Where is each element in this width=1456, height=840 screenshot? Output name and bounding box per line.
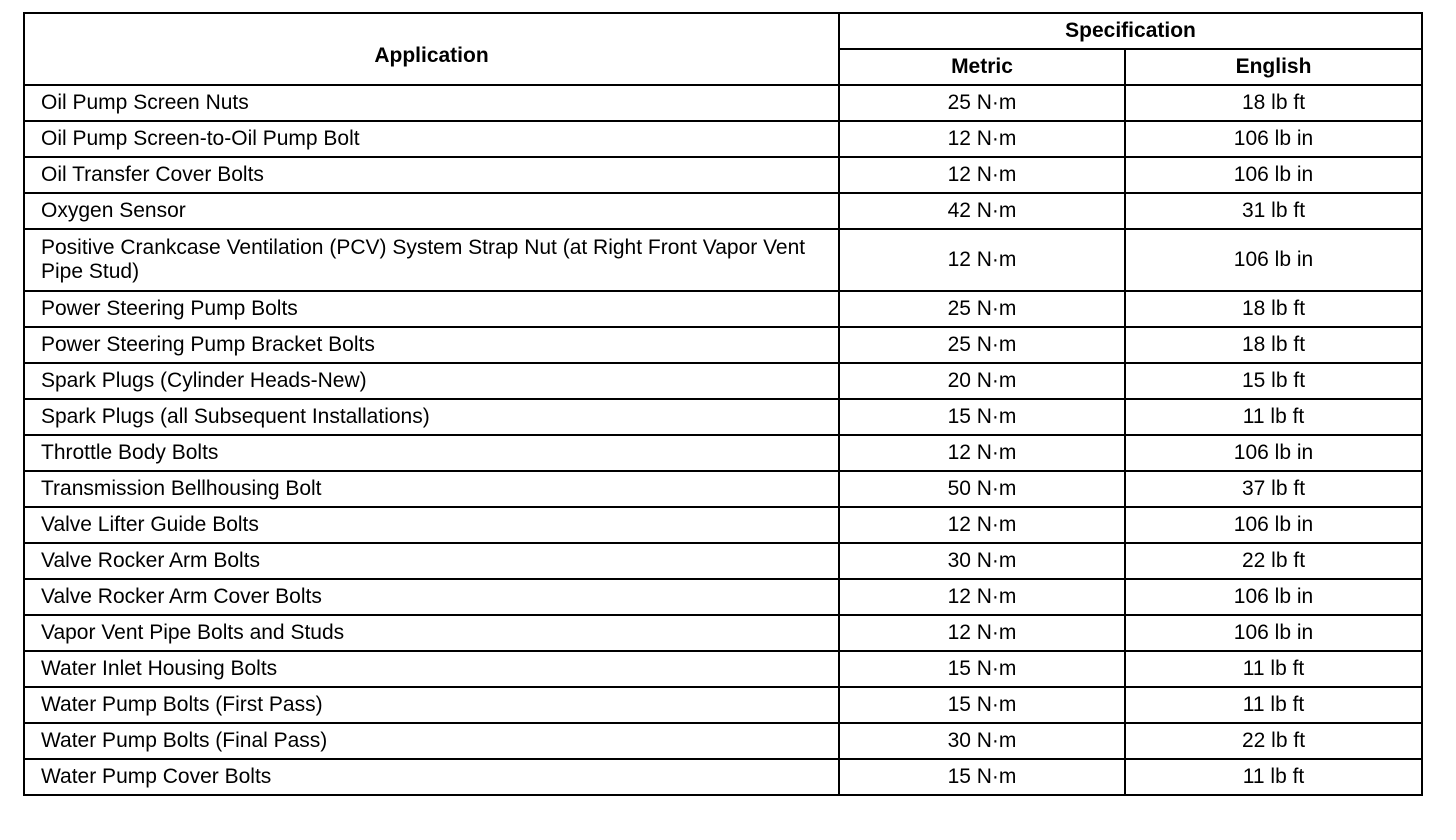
english-cell: 31 lb ft	[1125, 193, 1422, 229]
english-cell: 106 lb in	[1125, 157, 1422, 193]
application-cell: Oil Pump Screen Nuts	[24, 85, 839, 121]
table-row	[24, 615, 1422, 651]
table-header	[24, 13, 1422, 85]
metric-cell: 25 N·m	[839, 327, 1125, 363]
application-cell: Spark Plugs (Cylinder Heads-New)	[24, 363, 839, 399]
application-cell: Oil Transfer Cover Bolts	[24, 157, 839, 193]
application-cell: Transmission Bellhousing Bolt	[24, 471, 839, 507]
application-cell: Throttle Body Bolts	[24, 435, 839, 471]
table-row	[24, 399, 1422, 435]
table-row	[24, 193, 1422, 229]
metric-cell: 12 N·m	[839, 579, 1125, 615]
english-header: English	[1125, 49, 1422, 85]
torque-spec-table	[23, 12, 1423, 796]
application-cell: Power Steering Pump Bracket Bolts	[24, 327, 839, 363]
english-cell: 106 lb in	[1125, 229, 1422, 291]
application-cell: Water Pump Bolts (Final Pass)	[24, 723, 839, 759]
metric-header: Metric	[839, 49, 1125, 85]
table-row	[24, 759, 1422, 795]
metric-cell: 12 N·m	[839, 615, 1125, 651]
metric-cell: 12 N·m	[839, 435, 1125, 471]
table-row	[24, 543, 1422, 579]
application-cell: Vapor Vent Pipe Bolts and Studs	[24, 615, 839, 651]
english-cell: 11 lb ft	[1125, 759, 1422, 795]
table-row	[24, 291, 1422, 327]
application-cell: Water Pump Cover Bolts	[24, 759, 839, 795]
english-cell: 106 lb in	[1125, 507, 1422, 543]
english-cell: 18 lb ft	[1125, 291, 1422, 327]
table-row	[24, 363, 1422, 399]
metric-cell: 15 N·m	[839, 687, 1125, 723]
english-cell: 11 lb ft	[1125, 651, 1422, 687]
table-row	[24, 507, 1422, 543]
metric-cell: 20 N·m	[839, 363, 1125, 399]
specification-header: Specification	[839, 13, 1422, 49]
metric-cell: 25 N·m	[839, 85, 1125, 121]
english-cell: 37 lb ft	[1125, 471, 1422, 507]
table-body	[24, 85, 1422, 795]
english-cell: 106 lb in	[1125, 435, 1422, 471]
english-cell: 106 lb in	[1125, 121, 1422, 157]
header-row-top	[24, 13, 1422, 49]
english-cell: 11 lb ft	[1125, 687, 1422, 723]
application-cell: Valve Lifter Guide Bolts	[24, 507, 839, 543]
table-row	[24, 327, 1422, 363]
table-row	[24, 157, 1422, 193]
metric-cell: 12 N·m	[839, 229, 1125, 291]
english-cell: 15 lb ft	[1125, 363, 1422, 399]
application-cell: Spark Plugs (all Subsequent Installations)	[24, 399, 839, 435]
metric-cell: 30 N·m	[839, 543, 1125, 579]
english-cell: 18 lb ft	[1125, 327, 1422, 363]
application-cell: Water Pump Bolts (First Pass)	[24, 687, 839, 723]
table-row	[24, 579, 1422, 615]
application-cell: Valve Rocker Arm Cover Bolts	[24, 579, 839, 615]
metric-cell: 50 N·m	[839, 471, 1125, 507]
english-cell: 18 lb ft	[1125, 85, 1422, 121]
application-cell: Valve Rocker Arm Bolts	[24, 543, 839, 579]
table-row	[24, 121, 1422, 157]
metric-cell: 42 N·m	[839, 193, 1125, 229]
english-cell: 106 lb in	[1125, 615, 1422, 651]
english-cell: 22 lb ft	[1125, 543, 1422, 579]
metric-cell: 15 N·m	[839, 651, 1125, 687]
table-row	[24, 471, 1422, 507]
metric-cell: 25 N·m	[839, 291, 1125, 327]
metric-cell: 12 N·m	[839, 507, 1125, 543]
application-cell: Positive Crankcase Ventilation (PCV) System Strap Nut (at Right Front Vapor Vent Pipe Stud)	[24, 229, 839, 291]
application-cell: Oxygen Sensor	[24, 193, 839, 229]
application-header: Application	[24, 13, 839, 85]
english-cell: 11 lb ft	[1125, 399, 1422, 435]
application-cell: Oil Pump Screen-to-Oil Pump Bolt	[24, 121, 839, 157]
metric-cell: 12 N·m	[839, 157, 1125, 193]
table-row	[24, 85, 1422, 121]
english-cell: 106 lb in	[1125, 579, 1422, 615]
table-row	[24, 435, 1422, 471]
table-row	[24, 229, 1422, 291]
table-row	[24, 723, 1422, 759]
table-row	[24, 687, 1422, 723]
metric-cell: 12 N·m	[839, 121, 1125, 157]
metric-cell: 15 N·m	[839, 759, 1125, 795]
table-row	[24, 651, 1422, 687]
english-cell: 22 lb ft	[1125, 723, 1422, 759]
application-cell: Power Steering Pump Bolts	[24, 291, 839, 327]
application-cell: Water Inlet Housing Bolts	[24, 651, 839, 687]
metric-cell: 30 N·m	[839, 723, 1125, 759]
metric-cell: 15 N·m	[839, 399, 1125, 435]
